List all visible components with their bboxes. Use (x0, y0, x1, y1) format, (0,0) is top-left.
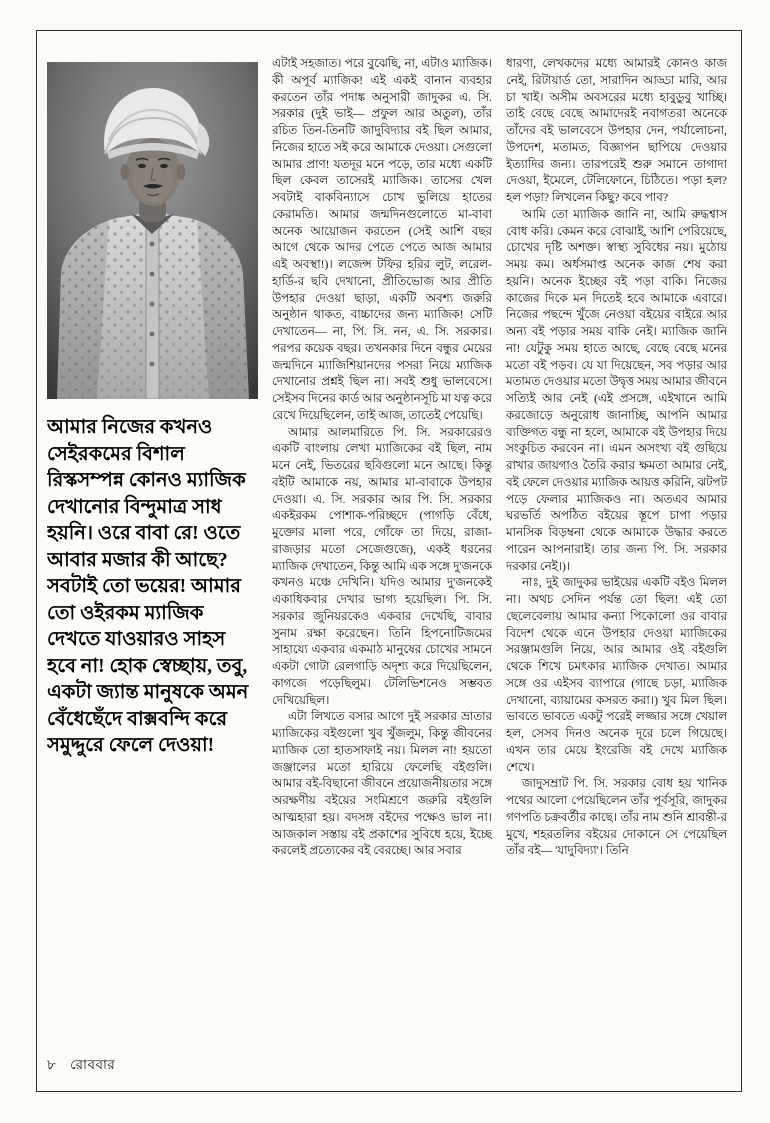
pull-quote: আমার নিজের কখনও সেইরকমের বিশাল রিস্কসম্পন্ন কোনও ম্যাজিক দেখানোর বিন্দুমাত্র সাধ হয়নি। ওরে বাবা রে! ওতে আবার মজার কী আছে? সবটাই তো ভয়ের! আমার তো ওইরকম ম্যাজিক দেখতে যাওয়ারও সাহস হবে না! হোক স্বেচ্ছায়, তবু, একটা জ্যান্ত মানুষকে অমন বেঁধেছেঁদে বাক্সবন্দি করে সমুদ্দুরে ফেলে দেওয়া! (47, 417, 249, 757)
page-number: ৮ (47, 1057, 57, 1072)
body-paragraph: ধারণা, লেখকদের মধ্যে আমারই কোনও কাজ নেই, রিটায়ার্ড তো, সারাদিন আড্ডা মারি, আর চা খাই। অসীম অবসরের মধ্যে হাবুডুবু খাচ্ছি। তাই বেছে বেছে আমাদেরই নবাগতরা অনেকে তাঁদের বই ভালবেসে উপহার দেন, পর্যালোচনা, উপদেশ, মতামত, বিজ্ঞাপন ছাপিয়ে দেওয়ার ইত্যাদির জন্য। তারপরেই শুরু সমানে তাগাদা দেওয়া, ইমেলে, টেলিফোনে, চিঠিতে। পড়া হল? হল পড়া? লিখলেন কিছু? কবে পাব? (506, 56, 727, 204)
portrait-photo (47, 62, 258, 399)
magazine-name: রোববার (70, 1057, 116, 1072)
text-column-middle (272, 55, 492, 1081)
text-column-right (506, 55, 727, 1081)
body-paragraph: এটা লিখতে বসার আগে দুই সরকার ভ্রাতার ম্যাজিকের বইগুলো খুব খুঁজলুম, কিন্তু জীবনের ম্যাজিক তো হাতসাফাই নয়। মিলল না! হয়তো জঞ্জালের মতো হারিয়ে ফেলেছি বইগুলি। আমার বই-বিছানো জীবনে প্রয়োজনীয়তার সঙ্গে অরক্ষণীয় বইয়ের সংমিশ্রণে জরুরি বইগুলি আত্মহারা হয়। বদসঙ্গ বইদের পক্ষেও ভাল না। আজকাল সস্তায় বই প্রকাশের সুবিধে হয়ে, ইচ্ছে করলেই প্রত্যেকের বই বেরচ্ছে। আর সবার (272, 709, 492, 858)
body-paragraph: আমি তো ম্যাজিক জানি না, আমি রুদ্ধশ্বাস বোধ করি। কেমন করে বোঝাই, আশি পেরিয়েছে, চোখের দৃষ্টি অশক্ত। স্বাস্থ্য সুবিধের নয়। মুঠোয় সময় কম। অর্ধসমাপ্ত অনেক কাজ শেষ করা হয়নি। অনেক ইচ্ছের বই পড়া বাকি। নিজের কাজের দিকে মন দিতেই হবে আমাকে এবারে। নিজের পছন্দে খুঁজে নেওয়া বইয়ের বাইরে আর অন্য বই পড়ার সময় বাকি নেই। ম্যাজিক জানি না! যেটুকু সময় হাতে আছে, বেছে বেছে মনের মতো বই পড়ব। যে যা দিয়েছেন, সব পড়ার আর মতামত দেওয়ার মতো উদ্বৃত্ত সময় আমার জীবনে সত্যিই আর নেই (এই প্রসঙ্গে, এইখানে আমি করজোড়ে অনুরোধ জানাচ্ছি, আপনি আমার ব্যক্তিগত বন্ধু না হলে, আমাকে বই উপহার দিয়ে সংকুচিত করবেন না। এমন অসংখ্য বই গুছিয়ে রাখার জায়গাও তৈরি করার ক্ষমতা আমার নেই, বই ফেলে দেওয়ার ম্যাজিক আয়ত্ত করিনি, ঝটপট পড়ে ফেলার ম্যাজিকও না। অতএব আমার ঘরভর্তি অপঠিত বইয়ের স্তূপে চাপা পড়ার মানসিক বিড়ম্বনা থেকে আমাকে উদ্ধার করতে পারেন আপনারাই। তার জন্য পি. সি. সরকার দরকার নেই।)। (506, 206, 727, 573)
body-paragraph: আমার আলমারিতে পি. সি. সরকারেরও একটি বাংলায় লেখা ম্যাজিকের বই ছিল, নাম মনে নেই, ভিতরের ছবিগুলো মনে আছে। কিন্তু বইটি আমাকে নয়, আমার মা-বাবাকে উপহার দেওয়া। এ. সি. সরকার আর পি. সি. সরকার একইরকম পোশাক-পরিচ্ছদে (পাগড়ি বেঁধে, মুক্তোর মালা পরে, গোঁফে তা দিয়ে, রাজা-রাজড়ার মতো সেজেগুজে), একই ধরনের ম্যাজিক দেখাতেন, কিন্তু আমি এক সঙ্গে দু'জনকে কখনও মঞ্চে দেখিনি। যদিও আমার দু'জনকেই একাধিকবার দেখার ভাগ্য হয়েছিল। পি. সি. সরকার জুনিয়রকেও একবার দেখেছি, বাবার সুনাম রক্ষা করেছেন। তিনি হিপনোটিজমের সাহায্যে একবার একমাঠ মানুষের চোখের সামনে একটা গোটা রেলগাড়ি অদৃশ্য করে দিয়েছিলেন, কাগজে পড়েছিলুম। টেলিভিশনেও সম্ভবত দেখিয়েছিল। (272, 424, 492, 707)
portrait-illustration (47, 62, 258, 399)
left-column (47, 62, 258, 1052)
body-paragraph: জাদুসম্রাট পি. সি. সরকার বোধ হয় খানিক পথের আলো পেয়েছিলেন তাঁর পূর্বসূরি, জাদুকর গণপতি চক্রবর্তীর কাছে। তাঁর নাম শুনি শ্রাবন্তী-র মুখে, শহরতলির বইয়ের দোকানে সে পেয়েছিল তাঁর বই— 'যাদুবিদ্যা'। তিনি (506, 776, 727, 858)
page-footer (47, 1054, 115, 1077)
body-paragraph: এটাই সহজাত। পরে বুঝেছি, না, এটাও ম্যাজিক। কী অপূর্ব ম্যাজিক! এই একই বানান ব্যবহার করতেন তাঁর পদাঙ্ক অনুসারী জাদুকর এ. সি. সরকার (দুই ভাই— প্রফুল আর অতুল), তাঁর রচিত তিন-তিনটি জাদুবিদ্যার বই ছিল আমার, নিজের হাতে সই করে আমাকে দেওয়া। সেগুলো আমার প্রাণ! যতদূর মনে পড়ে, তার মধ্যে একটি ছিল কেবল তাসেরই ম্যাজিক। তাসের খেল সবটাই বাকবিন্যাসে চোখ ভুলিয়ে হাতের কেরামতি। আমার জন্মদিনগুলোতে মা-বাবা অনেক আয়োজন করতেন (সেই আশি বছর আগে থেকে আদর পেতে পেতে আজ আমার এই অবস্থা!)। লজেন্স টফির হরির লুট, লরেল-হার্ডি-র ছবি দেখানো, প্রীতিভোজ আর প্রীতি উপহার দেওয়া ছাড়া, একটি অবশ্য জরুরি অনুষ্ঠান থাকত, বাচ্চাদের জন্য ম্যাজিক! সেটি দেখাতেন— না, পি. সি. নন, এ. সি. সরকার। পরপর কয়েক বছর। তখনকার দিনে বন্ধুর মেয়ের জন্মদিনে ম্যাজিশিয়ানদের পসরা নিয়ে ম্যাজিক দেখানোর প্রশ্নই ছিল না। সবই শুধু ভালবেসে। সেইসব দিনের কার্ড আর অনুষ্ঠানসূচি মা যত্ন করে রেখে দিয়েছিলেন, তাই আজ, তাতেই পেয়েছি। (272, 56, 492, 422)
body-paragraph: নাঃ, দুই জাদুকর ভাইয়ের একটি বইও মিলল না। অথচ সেদিন পর্যন্ত তো ছিল! এই তো ছেলেবেলায় আমার কন্যা পিকোলো ওর বাবার বিদেশ থেকে এনে উপহার দেওয়া ম্যাজিকের সরঞ্জামগুলি নিয়ে, আর আমার ওই বইগুলি থেকে শিখে চমৎকার ম্যাজিক দেখাত। আমার সঙ্গে ওর এইসব ব্যাপারে (গাছে চড়া, ম্যাজিক দেখানো, ব্যায়ামের কসরত করা।) খুব মিল ছিল। ভাবতে ভাবতে একটু পরেই লজ্জার সঙ্গে খেয়াল হল, সেসব দিনও অনেক দূরে চলে গিয়েছে। এখন তার মেয়ে ইংরেজি বই দেখে ম্যাজিক শেখে। (506, 575, 727, 774)
